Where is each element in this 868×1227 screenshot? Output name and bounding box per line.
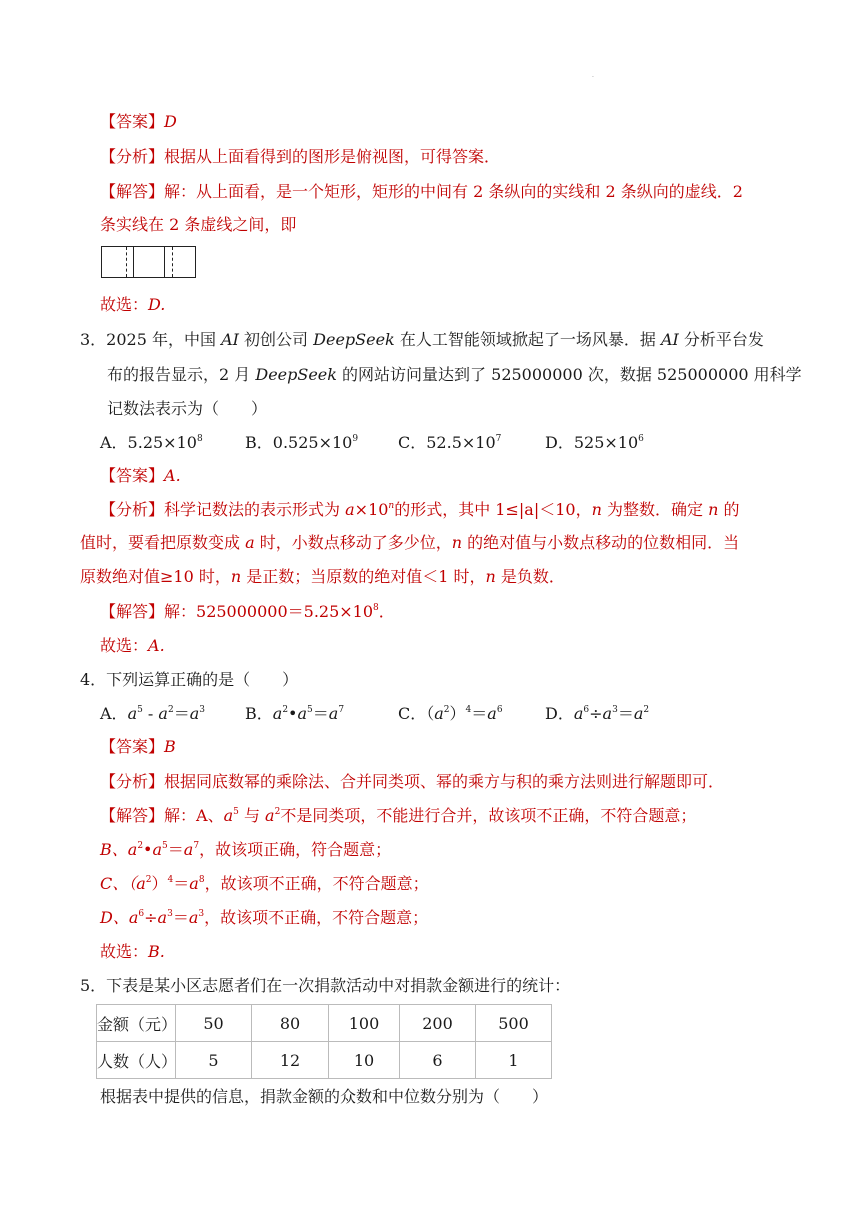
solution-label: 【解答】 (100, 182, 165, 201)
solution-text: 解：525000000＝5.25×10 (164, 602, 374, 621)
choice-label: 故选： (100, 636, 149, 655)
q4-solution-line4 (100, 907, 428, 929)
exponent: 4 (465, 705, 472, 715)
option-b[interactable] (245, 703, 344, 725)
table-cell: 12 (252, 1042, 329, 1079)
option-prefix: C．（ (398, 704, 435, 723)
option-a[interactable] (100, 432, 203, 454)
q3-stem-line2 (107, 364, 802, 386)
table-cell: 500 (476, 1005, 552, 1042)
base: a (183, 840, 194, 859)
text: 初创公司 (238, 330, 314, 349)
operator: ） (449, 704, 466, 723)
table-cell: 80 (252, 1005, 329, 1042)
table-cell: 10 (329, 1042, 400, 1079)
base: a (602, 704, 613, 723)
exponent: 5 (137, 705, 143, 715)
q3-analysis-line2 (80, 532, 739, 554)
operator: • (143, 840, 153, 859)
base: a (158, 704, 168, 723)
table-cell: 100 (329, 1005, 400, 1042)
q3-analysis-line1 (100, 499, 739, 521)
exponent: 8 (373, 603, 379, 613)
exponent: 5 (233, 807, 239, 817)
option-c[interactable] (398, 703, 503, 725)
q4-analysis (100, 771, 724, 793)
text: 是正数；当原数的绝对值＜1 时， (241, 567, 486, 586)
exponent: 5 (162, 841, 168, 851)
base: a (152, 840, 163, 859)
text: AI (660, 330, 679, 349)
base: a (128, 908, 139, 927)
q5-stem: 5．下表是某小区志愿者们在一次捐款活动中对捐款金额进行的统计： (80, 976, 571, 995)
answer-value: D (164, 112, 177, 131)
text: ，故该项不正确，不符合题意； (204, 874, 429, 893)
exponent: 3 (167, 909, 173, 919)
option-text: D．525×10 (545, 433, 639, 452)
base: a (573, 704, 584, 723)
text: 与 (238, 806, 266, 825)
option-text: A．5.25×10 (100, 433, 197, 452)
base: a (328, 704, 339, 723)
choice-value: B. (148, 942, 165, 961)
exponent: 2 (282, 705, 289, 715)
text: n (230, 567, 242, 586)
exponent: 5 (307, 705, 313, 715)
solution-label: 【解答】 (100, 602, 165, 621)
base: a (633, 704, 644, 723)
exponent: 2 (167, 705, 174, 715)
q4-solution-line2 (100, 839, 391, 861)
text: 科学记数法的表示形式为 (164, 500, 346, 519)
answer-value: A. (164, 466, 181, 485)
base: a (127, 840, 138, 859)
option-d[interactable] (545, 703, 649, 725)
q4-options (100, 703, 800, 725)
q2-solution-line2: 条实线在 2 条虚线之间，即 (100, 215, 297, 234)
operator: ÷ (589, 704, 603, 723)
choice-label: 故选： (100, 942, 149, 961)
exponent: 2 (137, 841, 144, 851)
q3-choice (100, 635, 165, 657)
option-b[interactable] (245, 432, 358, 454)
q4-stem: 4．下列运算正确的是（ ） (80, 670, 299, 689)
text: DeepSeek (313, 330, 395, 349)
text: ． (378, 602, 395, 621)
table-cell: 金额（元） (97, 1005, 176, 1042)
exponent: n (388, 501, 395, 511)
q2-choice (100, 294, 165, 316)
text: 的网站访问量达到了 525000000 次，数据 525000000 用科学 (336, 365, 802, 384)
text: DeepSeek (255, 365, 337, 384)
exponent: 7 (338, 705, 345, 715)
exponent: 3 (199, 705, 205, 715)
table-cell: 200 (400, 1005, 476, 1042)
analysis-label: 【分析】 (100, 772, 165, 791)
text: a (245, 533, 255, 552)
text: 不是同类项，不能进行合并，故该项不正确，不符合题意； (280, 806, 697, 825)
choice-value: A. (148, 636, 165, 655)
table-cell: 6 (400, 1042, 476, 1079)
exponent: 2 (643, 705, 650, 715)
operator: ＝ (471, 704, 488, 723)
operator: ＝ (173, 704, 190, 723)
option-c[interactable] (398, 432, 501, 454)
text: 值时，要看把原数变成 (80, 533, 246, 552)
exponent: 2 (274, 807, 281, 817)
exponent: 3 (612, 705, 618, 715)
exponent: 6 (138, 909, 145, 919)
corner-mark: . (592, 72, 594, 79)
table-cell: 50 (176, 1005, 252, 1042)
text: D、 (100, 908, 129, 927)
operator: ＝ (617, 704, 634, 723)
solid-line (133, 247, 134, 277)
text: 分析平台发 (678, 330, 764, 349)
q3-options (100, 432, 800, 454)
table-cell: 1 (476, 1042, 552, 1079)
solution-label: 【解答】 (100, 806, 165, 825)
dashed-line (126, 247, 127, 277)
text: ×10 (354, 500, 389, 519)
text: n (485, 567, 496, 586)
exponent: 2 (145, 875, 152, 885)
operator: ＝ (167, 840, 184, 859)
solid-line (164, 247, 165, 277)
exponent: 3 (198, 909, 205, 919)
exponent: 4 (167, 875, 174, 885)
operator: ÷ (144, 908, 158, 927)
q4-answer (100, 736, 176, 758)
base: a (434, 704, 444, 723)
option-text: C．52.5×10 (398, 433, 496, 452)
table-cell: 人数（人） (97, 1042, 176, 1079)
choice-value: D. (148, 295, 166, 314)
text: B、 (100, 840, 128, 859)
exponent: 6 (496, 705, 503, 715)
base: a (189, 874, 199, 893)
text: 的 (718, 500, 740, 519)
operator: ＝ (312, 704, 329, 723)
exponent: 7 (193, 841, 200, 851)
q3-answer (100, 465, 181, 487)
base: a (189, 704, 200, 723)
text: 在人工智能领域掀起了一场风暴．据 (394, 330, 661, 349)
text: 时，小数点移动了多少位， (254, 533, 452, 552)
text: ，故该项不正确，不符合题意； (204, 908, 429, 927)
base: a (297, 704, 308, 723)
text: n (451, 533, 463, 552)
text: 的绝对值与小数点移动的位数相同．当 (462, 533, 740, 552)
base: a (272, 704, 283, 723)
answer-label: 【答案】 (100, 737, 165, 756)
q5-question: 根据表中提供的信息，捐款金额的众数和中位数分别为（ ） (100, 1087, 549, 1106)
option-text: B．0.525×10 (245, 433, 353, 452)
text: C、（ (100, 874, 137, 893)
base: a (487, 704, 497, 723)
exponent: 7 (495, 434, 502, 444)
text: ，故该项正确，符合题意； (199, 840, 392, 859)
text: 3．2025 年，中国 (80, 330, 222, 349)
exponent: 6 (638, 434, 644, 444)
option-prefix: A． (100, 704, 128, 723)
operator: ＝ (172, 908, 189, 927)
q3-stem-line3: 记数法表示为（ ） (107, 399, 268, 418)
q2-answer (100, 111, 177, 133)
analysis-label: 【分析】 (100, 500, 165, 519)
text: 原数绝对值≥10 时， (80, 567, 231, 586)
operator: ） (151, 874, 168, 893)
text: a (345, 500, 355, 519)
choice-label: 故选： (100, 295, 149, 314)
base: a (223, 806, 234, 825)
q2-analysis (100, 146, 500, 168)
q4-choice (100, 941, 165, 963)
base: a (157, 908, 168, 927)
q3-stem-line1 (80, 329, 764, 351)
text: 解：A、 (164, 806, 224, 825)
q3-analysis-line3 (80, 566, 565, 588)
answer-label: 【答案】 (100, 112, 165, 131)
analysis-text: 根据同底数幂的乘除法、合并同类项、幂的乘方与积的乘方法则进行解题即可． (164, 772, 725, 791)
q4-solution-line3: C、$(a^2)^4=a^8$，故该项不正确，不符合题意； (100, 874, 429, 893)
exponent: 8 (196, 434, 203, 444)
text: AI (221, 330, 239, 349)
option-prefix: D． (545, 704, 574, 723)
exponent: 9 (352, 434, 359, 444)
exponent: 2 (443, 705, 450, 715)
base: a (136, 874, 146, 893)
top-view-figure (101, 246, 196, 278)
option-prefix: B． (245, 704, 273, 723)
base: a (265, 806, 275, 825)
solution-text: 解：从上面看，是一个矩形，矩形的中间有 2 条纵向的实线和 2 条纵向的虚线．2 (164, 182, 743, 201)
text: 为整数．确定 (601, 500, 709, 519)
base: a (127, 704, 138, 723)
text: 布的报告显示，2 月 (107, 365, 256, 384)
q3-solution (100, 601, 395, 623)
table-row (97, 1042, 552, 1079)
answer-label: 【答案】 (100, 466, 165, 485)
text: 的形式，其中 1≤|a|＜10， (394, 500, 592, 519)
donation-table (96, 1004, 552, 1079)
table-row (97, 1005, 552, 1042)
q4-solution-line1 (100, 805, 696, 827)
operator: - (142, 704, 159, 723)
analysis-label: 【分析】 (100, 147, 165, 166)
analysis-text: 根据从上面看得到的图形是俯视图，可得答案． (164, 147, 501, 166)
text: n (708, 500, 719, 519)
answer-value: B (164, 737, 176, 756)
operator: • (288, 704, 298, 723)
table-cell: 5 (176, 1042, 252, 1079)
option-a[interactable] (100, 703, 205, 725)
base: a (188, 908, 199, 927)
option-d[interactable] (545, 432, 644, 454)
dashed-line (172, 247, 173, 277)
text: 是负数． (495, 567, 565, 586)
q2-solution-line1 (100, 181, 743, 203)
exponent: 6 (583, 705, 590, 715)
text: n (591, 500, 602, 519)
